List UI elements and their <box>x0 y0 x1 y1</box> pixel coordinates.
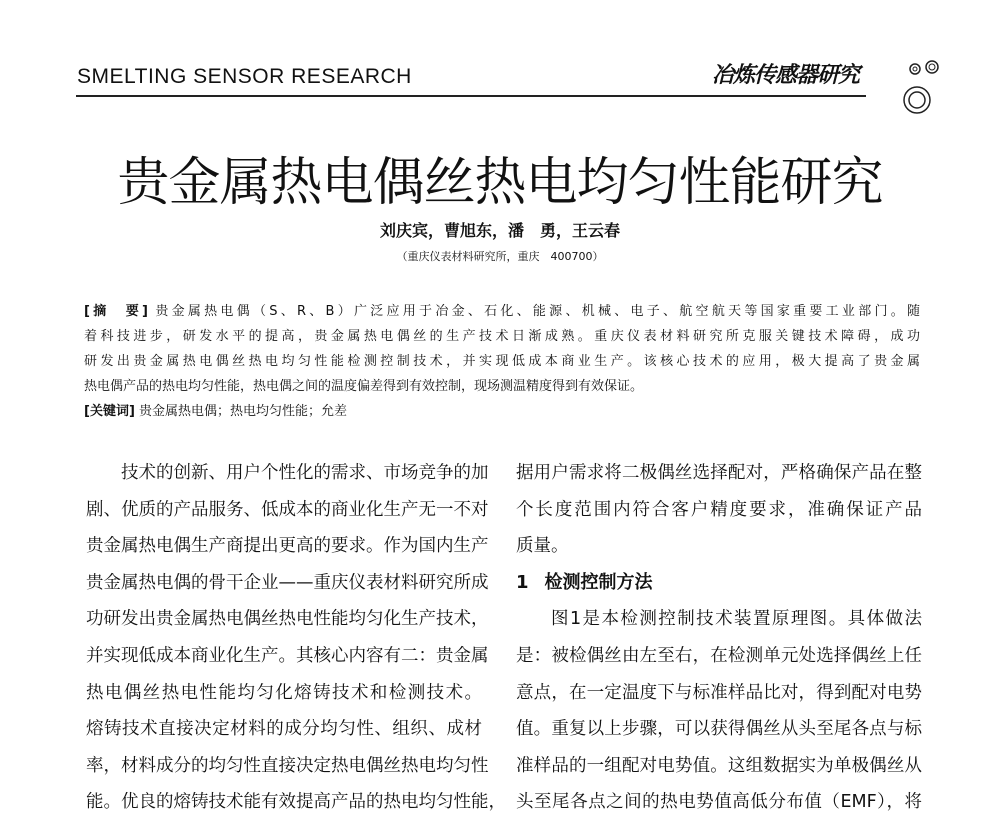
body-line: 并实现低成本商业化生产。其核心内容有二：贵金属 <box>86 645 489 666</box>
body-line: 据用户需求将二极偶丝选择配对，严格确保产品在整 <box>516 463 922 483</box>
section-title: 检测控制方法 <box>544 571 653 593</box>
body-line: 意点，在一定温度下与标准样品比对，得到配对电势 <box>516 682 922 703</box>
journal-logo-icon <box>880 58 940 118</box>
body-line: 是：被检偶丝由左至右，在检测单元处选择偶丝上任 <box>516 645 922 666</box>
body-left-column <box>86 455 506 821</box>
keywords-label: [关键词] <box>84 404 135 419</box>
body-line: 贵金属热电偶生产商提出更高的要求。作为国内生产 <box>86 536 489 557</box>
body-line: 技术的创新、用户个性化的需求、市场竞争的加 <box>121 463 489 483</box>
abstract-line: 研发出贵金属热电偶丝热电均匀性能检测控制技术，并实现低成本商业生产。该核心技术的应用，极大提高了贵金属 <box>84 354 920 369</box>
article-authors: 刘庆宾，曹旭东，潘 勇，王云春 <box>379 221 620 240</box>
body-line: 能。优良的熔铸技术能有效提高产品的热电均匀性能， <box>86 792 506 813</box>
body-line: 功研发出贵金属热电偶丝热电性能均匀化生产技术， <box>86 609 489 630</box>
body-line: 贵金属热电偶的骨干企业——重庆仪表材料研究所成 <box>86 572 489 593</box>
abstract-line: 着科技进步，研发水平的提高，贵金属热电偶丝的生产技术日渐成熟。重庆仪表材料研究所克服关键技术障碍，成功 <box>84 329 920 344</box>
body-right-column <box>516 455 922 821</box>
journal-name-cn: 冶炼传感器研究 <box>712 63 860 88</box>
keywords-text: 贵金属热电偶；热电均匀性能；允差 <box>139 404 348 419</box>
body-line: 剧、优质的产品服务、低成本的商业化生产无一不对 <box>86 499 489 520</box>
abstract-line <box>84 299 920 324</box>
body-line: 熔铸技术直接决定材料的成分均匀性、组织、成材 <box>86 719 482 740</box>
body-line: 热电偶丝热电性能均匀化熔铸技术和检测技术。 <box>86 682 482 703</box>
article-affiliation: （重庆仪表材料研究所，重庆 400700） <box>396 250 604 263</box>
body-line: 质量。 <box>516 536 569 557</box>
body-line: 图1是本检测控制技术装置原理图。具体做法 <box>551 609 922 630</box>
body-line: 率，材料成分的均匀性直接决定热电偶丝热电均匀性 <box>86 755 489 776</box>
body-line: 头至尾各点之间的热电势值高低分布值（EMF），将 <box>516 792 922 813</box>
body-line: 个长度范围内符合客户精度要求，准确保证产品 <box>516 499 922 520</box>
section-number: 1 <box>516 571 529 593</box>
keywords <box>84 399 920 424</box>
abstract-label: [摘 要] <box>84 304 148 319</box>
article-title: 贵金属热电偶丝热电均匀性能研究 <box>117 153 883 213</box>
abstract-text: 贵金属热电偶（S、R、B）广泛应用于冶金、石化、能源、机械、电子、航空航天等国家重要工业部门。随 <box>155 304 920 319</box>
abstract <box>84 299 920 424</box>
abstract-line: 热电偶产品的热电均匀性能，热电偶之间的温度偏差得到有效控制，现场测温精度得到有效保证。 <box>84 379 644 394</box>
header-rule <box>76 95 866 97</box>
body-line: 值。重复以上步骤，可以获得偶丝从头至尾各点与标 <box>516 719 922 740</box>
journal-name-en: SMELTING SENSOR RESEARCH <box>77 65 412 88</box>
section-heading <box>516 565 922 602</box>
body-line: 准样品的一组配对电势值。这组数据实为单极偶丝从 <box>516 755 922 776</box>
